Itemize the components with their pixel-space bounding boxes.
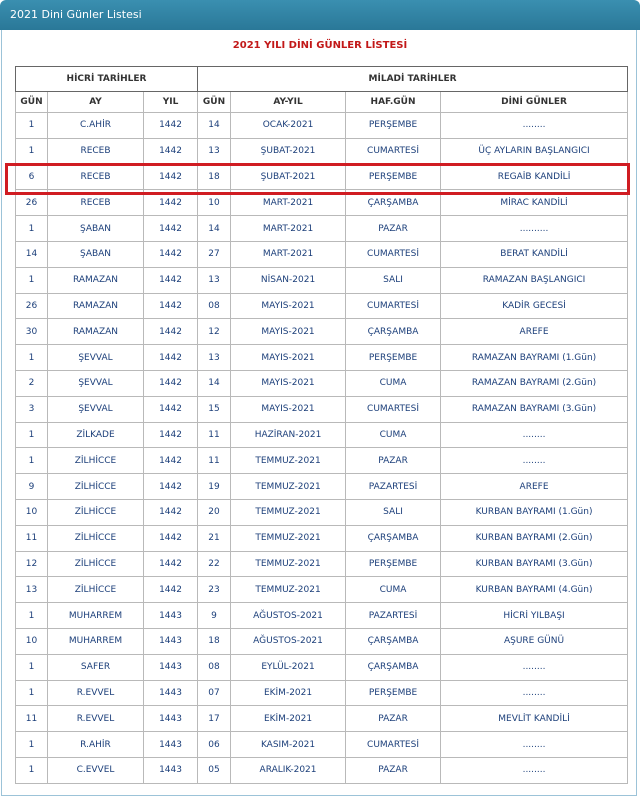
gregorian-month-year-cell: EYLÜL-2021 bbox=[231, 654, 346, 680]
hijri-month-cell: ZİLHİCCE bbox=[48, 474, 144, 500]
table-row bbox=[16, 680, 628, 706]
weekday-cell: CUMARTESİ bbox=[346, 732, 441, 758]
hijri-month-cell: C.EVVEL bbox=[48, 757, 144, 783]
weekday-cell: PAZAR bbox=[346, 706, 441, 732]
table-row bbox=[16, 525, 628, 551]
weekday-cell: CUMARTESİ bbox=[346, 396, 441, 422]
gregorian-day-cell: 14 bbox=[198, 370, 231, 396]
hijri-month-cell: ŞEVVAL bbox=[48, 396, 144, 422]
weekday-cell: ÇARŞAMBA bbox=[346, 628, 441, 654]
weekday-cell: PERŞEMBE bbox=[346, 551, 441, 577]
gregorian-month-year-cell: MAYIS-2021 bbox=[231, 370, 346, 396]
hijri-day-cell: 1 bbox=[16, 422, 48, 448]
hijri-month-cell: ZİLKADE bbox=[48, 422, 144, 448]
gregorian-month-year-cell: MART-2021 bbox=[231, 190, 346, 216]
hijri-year-cell: 1442 bbox=[144, 422, 198, 448]
hijri-month-cell: C.AHİR bbox=[48, 113, 144, 139]
column-header: AY bbox=[48, 92, 144, 113]
gregorian-day-cell: 20 bbox=[198, 499, 231, 525]
hijri-day-cell: 1 bbox=[16, 345, 48, 371]
weekday-cell: PAZAR bbox=[346, 448, 441, 474]
religious-day-cell: ........ bbox=[441, 113, 628, 139]
gregorian-day-cell: 11 bbox=[198, 448, 231, 474]
gregorian-day-cell: 08 bbox=[198, 654, 231, 680]
religious-day-cell: RAMAZAN BAŞLANGICI bbox=[441, 267, 628, 293]
hijri-day-cell: 10 bbox=[16, 499, 48, 525]
gregorian-month-year-cell: OCAK-2021 bbox=[231, 113, 346, 139]
hijri-year-cell: 1442 bbox=[144, 138, 198, 164]
hijri-day-cell: 1 bbox=[16, 138, 48, 164]
hijri-day-cell: 1 bbox=[16, 113, 48, 139]
hijri-day-cell: 26 bbox=[16, 190, 48, 216]
gregorian-day-cell: 14 bbox=[198, 216, 231, 242]
gregorian-day-cell: 9 bbox=[198, 603, 231, 629]
table-row bbox=[16, 216, 628, 242]
gregorian-day-cell: 14 bbox=[198, 113, 231, 139]
hijri-year-cell: 1442 bbox=[144, 577, 198, 603]
gregorian-day-cell: 13 bbox=[198, 138, 231, 164]
gregorian-month-year-cell: TEMMUZ-2021 bbox=[231, 474, 346, 500]
hijri-month-cell: ŞABAN bbox=[48, 216, 144, 242]
hijri-year-cell: 1442 bbox=[144, 345, 198, 371]
table-row bbox=[16, 603, 628, 629]
gregorian-month-year-cell: MART-2021 bbox=[231, 241, 346, 267]
gregorian-day-cell: 11 bbox=[198, 422, 231, 448]
table-row bbox=[16, 396, 628, 422]
gregorian-month-year-cell: MAYIS-2021 bbox=[231, 293, 346, 319]
weekday-cell: CUMA bbox=[346, 577, 441, 603]
hijri-year-cell: 1442 bbox=[144, 448, 198, 474]
religious-day-cell: KURBAN BAYRAMI (4.Gün) bbox=[441, 577, 628, 603]
religious-day-cell: BERAT KANDİLİ bbox=[441, 241, 628, 267]
religious-day-cell: RAMAZAN BAYRAMI (2.Gün) bbox=[441, 370, 628, 396]
weekday-cell: ÇARŞAMBA bbox=[346, 190, 441, 216]
hijri-day-cell: 30 bbox=[16, 319, 48, 345]
hijri-year-cell: 1442 bbox=[144, 113, 198, 139]
hijri-day-cell: 10 bbox=[16, 628, 48, 654]
hijri-year-cell: 1443 bbox=[144, 628, 198, 654]
religious-day-cell: RAMAZAN BAYRAMI (3.Gün) bbox=[441, 396, 628, 422]
gregorian-month-year-cell: NİSAN-2021 bbox=[231, 267, 346, 293]
gregorian-day-cell: 18 bbox=[198, 628, 231, 654]
table-row bbox=[16, 422, 628, 448]
hijri-day-cell: 1 bbox=[16, 654, 48, 680]
hijri-year-cell: 1443 bbox=[144, 706, 198, 732]
gregorian-month-year-cell: EKİM-2021 bbox=[231, 680, 346, 706]
hijri-month-cell: RECEB bbox=[48, 138, 144, 164]
weekday-cell: CUMARTESİ bbox=[346, 138, 441, 164]
table-row bbox=[16, 138, 628, 164]
religious-day-cell: HİCRİ YILBAŞI bbox=[441, 603, 628, 629]
hijri-day-cell: 14 bbox=[16, 241, 48, 267]
gregorian-day-cell: 13 bbox=[198, 267, 231, 293]
hijri-month-cell: ZİLHİCCE bbox=[48, 499, 144, 525]
table-row bbox=[16, 241, 628, 267]
hijri-month-cell: R.AHİR bbox=[48, 732, 144, 758]
religious-day-cell: ÜÇ AYLARIN BAŞLANGICI bbox=[441, 138, 628, 164]
gregorian-day-cell: 07 bbox=[198, 680, 231, 706]
gregorian-month-year-cell: MAYIS-2021 bbox=[231, 319, 346, 345]
gregorian-month-year-cell: KASIM-2021 bbox=[231, 732, 346, 758]
window-titlebar bbox=[0, 0, 640, 30]
hijri-month-cell: RECEB bbox=[48, 190, 144, 216]
hijri-day-cell: 6 bbox=[16, 164, 48, 190]
religious-day-cell: MEVLİT KANDİLİ bbox=[441, 706, 628, 732]
hijri-month-cell: R.EVVEL bbox=[48, 706, 144, 732]
table-row bbox=[16, 654, 628, 680]
hijri-day-cell: 1 bbox=[16, 216, 48, 242]
hijri-month-cell: ŞEVVAL bbox=[48, 345, 144, 371]
table-row bbox=[16, 628, 628, 654]
gregorian-month-year-cell: AĞUSTOS-2021 bbox=[231, 603, 346, 629]
hijri-year-cell: 1442 bbox=[144, 164, 198, 190]
weekday-cell: SALI bbox=[346, 267, 441, 293]
column-header: AY-YIL bbox=[231, 92, 346, 113]
gregorian-day-cell: 13 bbox=[198, 345, 231, 371]
gregorian-month-year-cell: EKİM-2021 bbox=[231, 706, 346, 732]
hijri-month-cell: R.EVVEL bbox=[48, 680, 144, 706]
gregorian-month-year-cell: TEMMUZ-2021 bbox=[231, 448, 346, 474]
hijri-year-cell: 1443 bbox=[144, 732, 198, 758]
religious-day-cell: KADİR GECESİ bbox=[441, 293, 628, 319]
hijri-day-cell: 13 bbox=[16, 577, 48, 603]
gregorian-month-year-cell: TEMMUZ-2021 bbox=[231, 499, 346, 525]
weekday-cell: PERŞEMBE bbox=[346, 345, 441, 371]
weekday-cell: CUMA bbox=[346, 370, 441, 396]
hijri-year-cell: 1443 bbox=[144, 680, 198, 706]
gregorian-day-cell: 10 bbox=[198, 190, 231, 216]
hijri-year-cell: 1442 bbox=[144, 190, 198, 216]
religious-day-cell: AREFE bbox=[441, 474, 628, 500]
religious-day-cell: .......... bbox=[441, 216, 628, 242]
religious-day-cell: RAMAZAN BAYRAMI (1.Gün) bbox=[441, 345, 628, 371]
religious-day-cell: AREFE bbox=[441, 319, 628, 345]
hijri-day-cell: 1 bbox=[16, 603, 48, 629]
religious-day-cell: MİRAC KANDİLİ bbox=[441, 190, 628, 216]
table-row bbox=[16, 345, 628, 371]
hijri-month-cell: ZİLHİCCE bbox=[48, 525, 144, 551]
hijri-month-cell: MUHARREM bbox=[48, 628, 144, 654]
gregorian-month-year-cell: TEMMUZ-2021 bbox=[231, 577, 346, 603]
hijri-month-cell: MUHARREM bbox=[48, 603, 144, 629]
hijri-year-cell: 1442 bbox=[144, 293, 198, 319]
gregorian-day-cell: 06 bbox=[198, 732, 231, 758]
gregorian-day-cell: 27 bbox=[198, 241, 231, 267]
hijri-year-cell: 1443 bbox=[144, 757, 198, 783]
gregorian-day-cell: 19 bbox=[198, 474, 231, 500]
table-row bbox=[16, 757, 628, 783]
religious-day-cell: KURBAN BAYRAMI (2.Gün) bbox=[441, 525, 628, 551]
hijri-day-cell: 1 bbox=[16, 757, 48, 783]
hijri-day-cell: 26 bbox=[16, 293, 48, 319]
gregorian-month-year-cell: AĞUSTOS-2021 bbox=[231, 628, 346, 654]
gregorian-day-cell: 15 bbox=[198, 396, 231, 422]
religious-day-cell: ........ bbox=[441, 448, 628, 474]
religious-day-cell: KURBAN BAYRAMI (3.Gün) bbox=[441, 551, 628, 577]
gregorian-day-cell: 05 bbox=[198, 757, 231, 783]
column-header: DİNİ GÜNLER bbox=[441, 92, 628, 113]
religious-day-cell: ........ bbox=[441, 757, 628, 783]
hijri-month-cell: RAMAZAN bbox=[48, 319, 144, 345]
hijri-day-cell: 11 bbox=[16, 525, 48, 551]
column-header: GÜN bbox=[16, 92, 48, 113]
weekday-cell: ÇARŞAMBA bbox=[346, 319, 441, 345]
hijri-day-cell: 1 bbox=[16, 448, 48, 474]
religious-days-table bbox=[15, 66, 628, 784]
gregorian-day-cell: 12 bbox=[198, 319, 231, 345]
hijri-month-cell: RECEB bbox=[48, 164, 144, 190]
hijri-day-cell: 1 bbox=[16, 267, 48, 293]
gregorian-month-year-cell: TEMMUZ-2021 bbox=[231, 551, 346, 577]
table-row bbox=[16, 113, 628, 139]
hijri-day-cell: 3 bbox=[16, 396, 48, 422]
weekday-cell: ÇARŞAMBA bbox=[346, 654, 441, 680]
religious-day-cell: KURBAN BAYRAMI (1.Gün) bbox=[441, 499, 628, 525]
gregorian-month-year-cell: ŞUBAT-2021 bbox=[231, 164, 346, 190]
weekday-cell: PAZAR bbox=[346, 216, 441, 242]
table-row bbox=[16, 577, 628, 603]
page-title: 2021 YILI DİNİ GÜNLER LİSTESİ bbox=[232, 40, 408, 51]
gregorian-month-year-cell: TEMMUZ-2021 bbox=[231, 525, 346, 551]
gregorian-day-cell: 21 bbox=[198, 525, 231, 551]
table-row-highlighted bbox=[16, 164, 628, 190]
weekday-cell: PERŞEMBE bbox=[346, 680, 441, 706]
weekday-cell: PAZARTESİ bbox=[346, 474, 441, 500]
weekday-cell: PAZARTESİ bbox=[346, 603, 441, 629]
gregorian-day-cell: 22 bbox=[198, 551, 231, 577]
gregorian-day-cell: 17 bbox=[198, 706, 231, 732]
gregorian-day-cell: 18 bbox=[198, 164, 231, 190]
weekday-cell: CUMA bbox=[346, 422, 441, 448]
window-title: 2021 Dini Günler Listesi bbox=[10, 8, 142, 21]
hijri-year-cell: 1442 bbox=[144, 551, 198, 577]
religious-day-cell: ........ bbox=[441, 732, 628, 758]
table-row bbox=[16, 474, 628, 500]
religious-day-cell: ........ bbox=[441, 422, 628, 448]
gregorian-day-cell: 08 bbox=[198, 293, 231, 319]
table-row bbox=[16, 319, 628, 345]
table-row bbox=[16, 370, 628, 396]
hijri-day-cell: 12 bbox=[16, 551, 48, 577]
hijri-year-cell: 1442 bbox=[144, 319, 198, 345]
hijri-month-cell: ZİLHİCCE bbox=[48, 551, 144, 577]
weekday-cell: SALI bbox=[346, 499, 441, 525]
hijri-year-cell: 1442 bbox=[144, 499, 198, 525]
hijri-month-cell: ZİLHİCCE bbox=[48, 577, 144, 603]
hijri-month-cell: ŞEVVAL bbox=[48, 370, 144, 396]
gregorian-month-year-cell: MAYIS-2021 bbox=[231, 396, 346, 422]
gregorian-month-year-cell: MART-2021 bbox=[231, 216, 346, 242]
hijri-year-cell: 1442 bbox=[144, 525, 198, 551]
religious-day-cell: ........ bbox=[441, 654, 628, 680]
gregorian-month-year-cell: ARALIK-2021 bbox=[231, 757, 346, 783]
table-row bbox=[16, 551, 628, 577]
weekday-cell: CUMARTESİ bbox=[346, 241, 441, 267]
weekday-cell: CUMARTESİ bbox=[346, 293, 441, 319]
table-row bbox=[16, 190, 628, 216]
religious-day-cell: AŞURE GÜNÜ bbox=[441, 628, 628, 654]
gregorian-month-year-cell: ŞUBAT-2021 bbox=[231, 138, 346, 164]
table-row bbox=[16, 267, 628, 293]
hijri-year-cell: 1442 bbox=[144, 241, 198, 267]
gregorian-day-cell: 23 bbox=[198, 577, 231, 603]
hijri-month-cell: RAMAZAN bbox=[48, 293, 144, 319]
hijri-day-cell: 2 bbox=[16, 370, 48, 396]
hijri-year-cell: 1443 bbox=[144, 603, 198, 629]
table-row bbox=[16, 499, 628, 525]
hijri-year-cell: 1443 bbox=[144, 654, 198, 680]
hijri-day-cell: 1 bbox=[16, 680, 48, 706]
gregorian-month-year-cell: HAZİRAN-2021 bbox=[231, 422, 346, 448]
table-row bbox=[16, 706, 628, 732]
gregorian-month-year-cell: MAYIS-2021 bbox=[231, 345, 346, 371]
hijri-year-cell: 1442 bbox=[144, 396, 198, 422]
hijri-dates-header: HİCRİ TARİHLER bbox=[16, 67, 198, 92]
weekday-cell: PERŞEMBE bbox=[346, 113, 441, 139]
hijri-day-cell: 11 bbox=[16, 706, 48, 732]
hijri-month-cell: SAFER bbox=[48, 654, 144, 680]
hijri-day-cell: 9 bbox=[16, 474, 48, 500]
religious-day-cell: REGAİB KANDİLİ bbox=[441, 164, 628, 190]
hijri-year-cell: 1442 bbox=[144, 216, 198, 242]
weekday-cell: PERŞEMBE bbox=[346, 164, 441, 190]
table-row bbox=[16, 732, 628, 758]
weekday-cell: ÇARŞAMBA bbox=[346, 525, 441, 551]
column-header: YIL bbox=[144, 92, 198, 113]
table-row bbox=[16, 448, 628, 474]
hijri-year-cell: 1442 bbox=[144, 370, 198, 396]
column-header: HAF.GÜN bbox=[346, 92, 441, 113]
table-row bbox=[16, 293, 628, 319]
hijri-month-cell: ZİLHİCCE bbox=[48, 448, 144, 474]
weekday-cell: PAZAR bbox=[346, 757, 441, 783]
hijri-year-cell: 1442 bbox=[144, 474, 198, 500]
column-header: GÜN bbox=[198, 92, 231, 113]
hijri-month-cell: RAMAZAN bbox=[48, 267, 144, 293]
religious-day-cell: ........ bbox=[441, 680, 628, 706]
gregorian-dates-header: MİLADİ TARİHLER bbox=[198, 67, 628, 92]
hijri-year-cell: 1442 bbox=[144, 267, 198, 293]
hijri-month-cell: ŞABAN bbox=[48, 241, 144, 267]
hijri-day-cell: 1 bbox=[16, 732, 48, 758]
